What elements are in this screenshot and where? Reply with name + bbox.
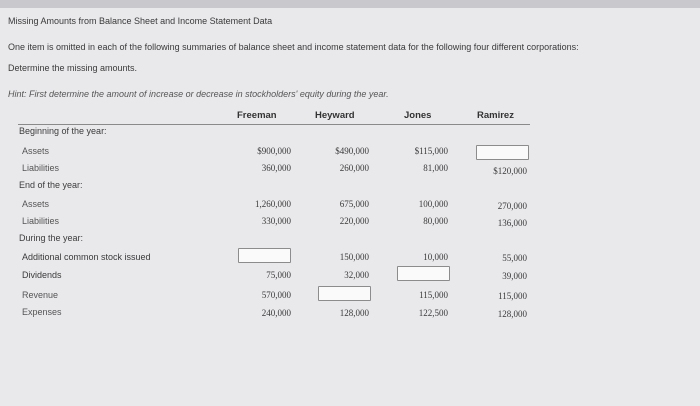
freeman-end-liabilities: 330,000 [261, 216, 291, 226]
top-edge [0, 0, 700, 8]
jones-beginning-assets: $115,000 [414, 146, 448, 156]
heyward-stock-issued: 150,000 [339, 252, 369, 262]
ramirez-end-assets: 270,000 [497, 201, 527, 211]
header-divider [18, 124, 530, 125]
heyward-end-liabilities: 220,000 [339, 216, 369, 226]
column-header-freeman: Freeman [237, 110, 277, 121]
ramirez-dividends: 39,000 [502, 271, 527, 281]
row-label-beginning-liabilities: Liabilities [22, 163, 60, 173]
jones-beginning-liabilities: 81,000 [423, 163, 448, 173]
heyward-beginning-assets: $490,000 [335, 146, 369, 156]
ramirez-end-liabilities: 136,000 [497, 218, 527, 228]
row-label-end-liabilities: Liabilities [22, 216, 60, 226]
heyward-dividends: 32,000 [344, 270, 369, 280]
row-label-beginning-assets: Assets [22, 146, 50, 156]
row-label-expenses: Expenses [22, 307, 62, 317]
column-header-ramirez: Ramirez [477, 110, 514, 121]
freeman-stock-issued-input[interactable] [238, 248, 291, 263]
hint-text: Hint: First determine the amount of increase or decrease in stockholders' equity during the year. [8, 89, 389, 99]
page-title: Missing Amounts from Balance Sheet and Income Statement Data [8, 16, 273, 26]
ramirez-beginning-liabilities: $120,000 [493, 166, 527, 176]
ramirez-expenses: 128,000 [497, 309, 527, 319]
section-beginning-of-year: Beginning of the year: [19, 126, 107, 136]
freeman-beginning-assets: $900,000 [257, 146, 291, 156]
task-text: Determine the missing amounts. [8, 63, 138, 73]
jones-stock-issued: 10,000 [423, 252, 448, 262]
row-label-stock-issued: Additional common stock issued [22, 252, 151, 262]
jones-end-liabilities: 80,000 [423, 216, 448, 226]
row-label-dividends: Dividends [22, 270, 62, 280]
heyward-end-assets: 675,000 [339, 199, 369, 209]
section-during-year: During the year: [19, 233, 84, 243]
row-label-revenue: Revenue [22, 290, 59, 300]
freeman-end-assets: 1,260,000 [255, 199, 291, 209]
freeman-dividends: 75,000 [266, 270, 291, 280]
heyward-beginning-liabilities: 260,000 [339, 163, 369, 173]
jones-end-assets: 100,000 [418, 199, 448, 209]
ramirez-beginning-assets-input[interactable] [476, 145, 529, 160]
column-header-heyward: Heyward [315, 110, 355, 121]
ramirez-revenue: 115,000 [498, 291, 527, 301]
column-header-jones: Jones [404, 110, 432, 121]
row-label-end-assets: Assets [22, 199, 50, 209]
heyward-expenses: 128,000 [339, 308, 369, 318]
jones-dividends-input[interactable] [397, 266, 450, 281]
freeman-revenue: 570,000 [261, 290, 291, 300]
instruction-text: One item is omitted in each of the following summaries of balance sheet and income statement data for the following four different corporations: [8, 42, 579, 52]
ramirez-stock-issued: 55,000 [502, 253, 527, 263]
freeman-expenses: 240,000 [261, 308, 291, 318]
heyward-revenue-input[interactable] [318, 286, 371, 301]
freeman-beginning-liabilities: 360,000 [261, 163, 291, 173]
jones-expenses: 122,500 [418, 308, 448, 318]
jones-revenue: 115,000 [419, 290, 448, 300]
section-end-of-year: End of the year: [19, 180, 83, 190]
